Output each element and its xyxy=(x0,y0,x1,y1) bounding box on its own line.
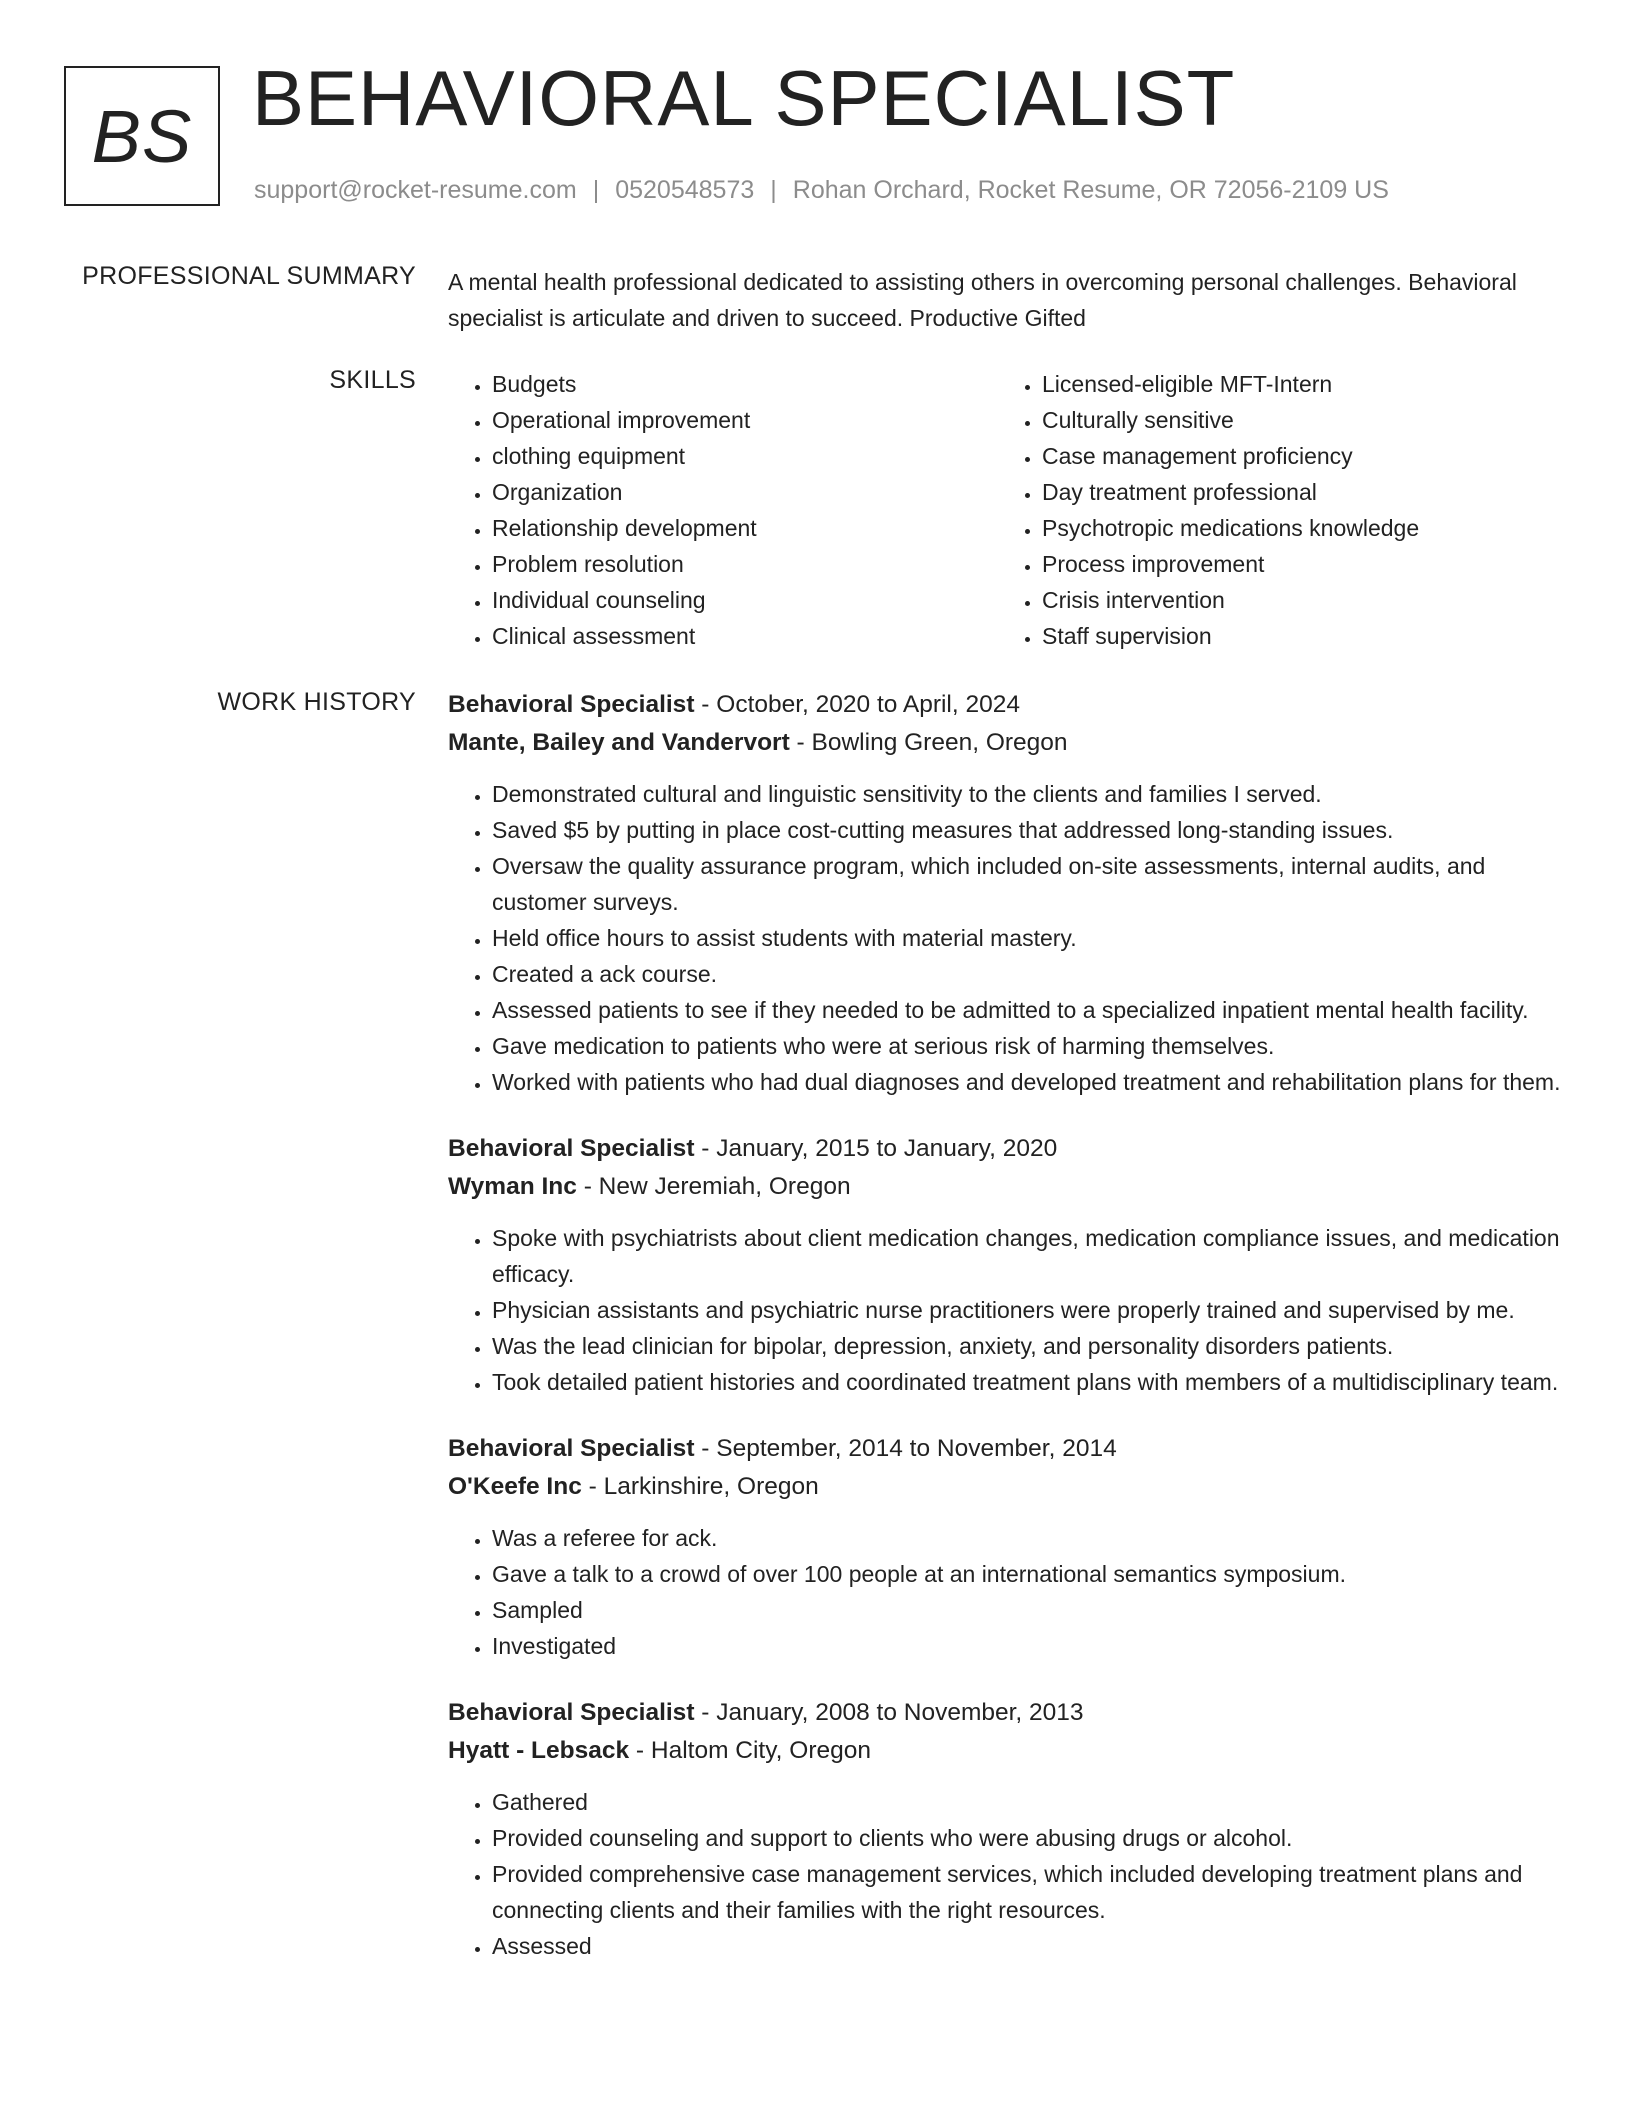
job-location: - Haltom City, Oregon xyxy=(629,1737,871,1764)
job-bullet: • Gave a talk to a crowd of over 100 people at an international semantics symposium. xyxy=(492,1556,1568,1592)
work-history-heading: WORK HISTORY xyxy=(217,688,416,716)
skill-item: • Relationship development xyxy=(492,510,998,546)
job-bullet: • Oversaw the quality assurance program, which included on-site assessments, internal audits, and customer surveys. xyxy=(492,848,1568,920)
job-bullet: • Was the lead clinician for bipolar, depression, anxiety, and personality disorders patients. xyxy=(492,1328,1568,1364)
work-history-list xyxy=(448,686,1568,1994)
skill-item: • Staff supervision xyxy=(1042,618,1548,654)
job-bullet: • Took detailed patient histories and coordinated treatment plans with members of a multidisciplinary team. xyxy=(492,1364,1568,1400)
job-entry xyxy=(448,686,1568,1100)
skill-item: • Crisis intervention xyxy=(1042,582,1548,618)
contact-separator: | xyxy=(770,176,777,204)
job-bullets xyxy=(448,776,1568,1100)
job-bullet: • Assessed patients to see if they needed to be admitted to a specialized inpatient mental health facility. xyxy=(492,992,1568,1028)
job-role: Behavioral Specialist xyxy=(448,691,695,718)
job-bullet: • Worked with patients who had dual diagnoses and developed treatment and rehabilitation plans for them. xyxy=(492,1064,1568,1100)
contact-separator: | xyxy=(592,176,600,204)
skill-item: • Case management proficiency xyxy=(1042,438,1548,474)
job-bullet: • Provided counseling and support to clients who were abusing drugs or alcohol. xyxy=(492,1820,1568,1856)
job-title-line xyxy=(448,1430,1568,1468)
candidate-title: BEHAVIORAL SPECIALIST xyxy=(252,54,1236,142)
skill-item: • Operational improvement xyxy=(492,402,998,438)
job-role: Behavioral Specialist xyxy=(448,1435,695,1462)
skills-heading: SKILLS xyxy=(329,366,416,394)
job-company: Wyman Inc xyxy=(448,1173,577,1200)
job-company-line xyxy=(448,724,1568,762)
job-company-line xyxy=(448,1732,1568,1770)
summary-text: A mental health professional dedicated to assisting others in overcoming personal challenges. Behavioral specialist is articulate and driven to succeed. Productive Gifted xyxy=(448,269,1517,331)
job-bullet: • Gathered xyxy=(492,1784,1568,1820)
job-bullets xyxy=(448,1520,1568,1664)
contact-line xyxy=(254,176,1389,205)
job-bullet: • Provided comprehensive case management services, which included developing treatment plans and connecting clients and their families with the right resources. xyxy=(492,1856,1568,1928)
skills-list-right xyxy=(998,366,1548,654)
skill-item: • Individual counseling xyxy=(492,582,998,618)
job-bullet: • Held office hours to assist students with material mastery. xyxy=(492,920,1568,956)
job-title-line xyxy=(448,686,1568,724)
skill-item: • Problem resolution xyxy=(492,546,998,582)
job-company-line xyxy=(448,1468,1568,1506)
job-bullet: • Was a referee for ack. xyxy=(492,1520,1568,1556)
job-bullet: • Investigated xyxy=(492,1628,1568,1664)
contact-address: Rohan Orchard, Rocket Resume, OR 72056-2109 US xyxy=(792,176,1389,204)
skill-item: • Clinical assessment xyxy=(492,618,998,654)
job-company: Mante, Bailey and Vandervort xyxy=(448,729,790,756)
skill-item: • Psychotropic medications knowledge xyxy=(1042,510,1548,546)
skill-item: • clothing equipment xyxy=(492,438,998,474)
job-bullet: • Created a ack course. xyxy=(492,956,1568,992)
job-entry xyxy=(448,1130,1568,1400)
job-company: Hyatt - Lebsack xyxy=(448,1737,630,1764)
skills-list-left xyxy=(448,366,998,654)
job-bullet: • Demonstrated cultural and linguistic sensitivity to the clients and families I served. xyxy=(492,776,1568,812)
skill-item: • Process improvement xyxy=(1042,546,1548,582)
job-role: Behavioral Specialist xyxy=(448,1699,695,1726)
job-bullet: • Spoke with psychiatrists about client medication changes, medication compliance issues, and medication efficacy. xyxy=(492,1220,1568,1292)
job-bullet: • Physician assistants and psychiatric nurse practitioners were properly trained and supervised by me. xyxy=(492,1292,1568,1328)
job-location: - Bowling Green, Oregon xyxy=(789,729,1068,756)
job-company: O'Keefe Inc xyxy=(448,1473,582,1500)
job-location: - New Jeremiah, Oregon xyxy=(576,1173,851,1200)
job-title-line xyxy=(448,1694,1568,1732)
job-dates: - October, 2020 to April, 2024 xyxy=(694,691,1020,718)
contact-phone[interactable]: 0520548573 xyxy=(615,176,755,204)
initials-monogram: BS xyxy=(64,66,220,206)
job-location: - Larkinshire, Oregon xyxy=(581,1473,819,1500)
job-entry xyxy=(448,1430,1568,1664)
skill-item: • Organization xyxy=(492,474,998,510)
job-bullet: • Assessed xyxy=(492,1928,1568,1964)
contact-email[interactable]: support@rocket-resume.com xyxy=(254,176,577,204)
job-title-line xyxy=(448,1130,1568,1168)
job-bullets xyxy=(448,1220,1568,1400)
job-role: Behavioral Specialist xyxy=(448,1135,695,1162)
job-dates: - January, 2008 to November, 2013 xyxy=(694,1699,1084,1726)
job-bullet: • Gave medication to patients who were at serious risk of harming themselves. xyxy=(492,1028,1568,1064)
job-company-line xyxy=(448,1168,1568,1206)
job-dates: - September, 2014 to November, 2014 xyxy=(694,1435,1117,1462)
job-entry xyxy=(448,1694,1568,1964)
skill-item: • Budgets xyxy=(492,366,998,402)
skill-item: • Licensed-eligible MFT-Intern xyxy=(1042,366,1548,402)
job-bullet: • Sampled xyxy=(492,1592,1568,1628)
job-dates: - January, 2015 to January, 2020 xyxy=(694,1135,1058,1162)
job-bullet: • Saved $5 by putting in place cost-cutting measures that addressed long-standing issues. xyxy=(492,812,1568,848)
skill-item: • Culturally sensitive xyxy=(1042,402,1548,438)
job-bullets xyxy=(448,1784,1568,1964)
skill-item: • Day treatment professional xyxy=(1042,474,1548,510)
summary-heading: PROFESSIONAL SUMMARY xyxy=(82,262,416,290)
